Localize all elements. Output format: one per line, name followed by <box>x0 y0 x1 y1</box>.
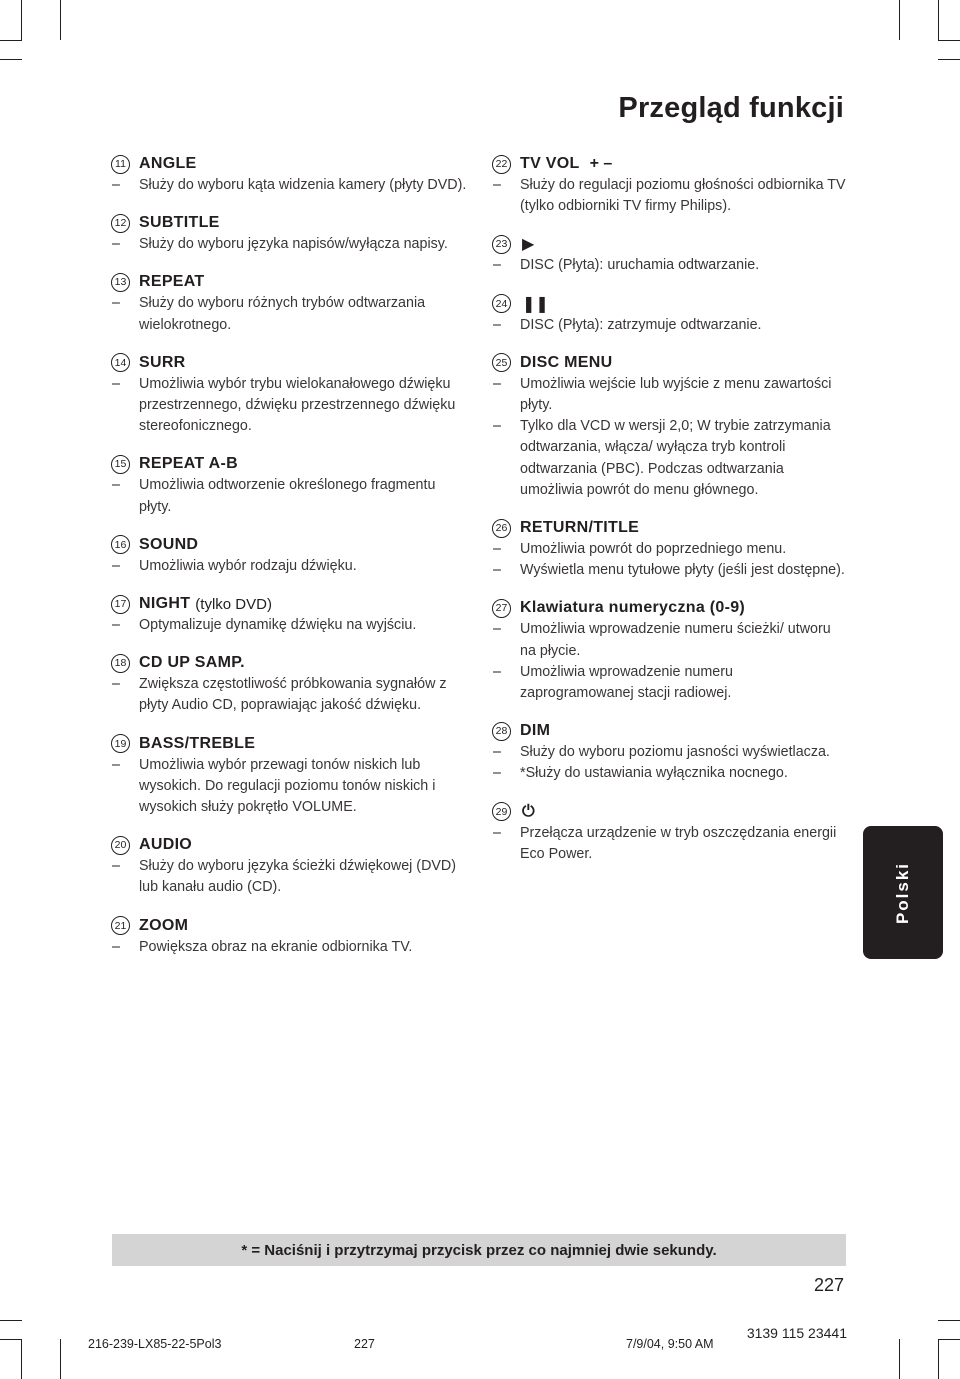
feature-heading <box>111 733 471 755</box>
feature-item <box>492 597 848 704</box>
left-column <box>111 153 471 974</box>
crop-mark <box>938 1339 939 1379</box>
item-number: 18 <box>111 654 130 673</box>
description-list <box>492 742 848 784</box>
feature-item <box>111 834 471 898</box>
feature-label: Klawiatura numeryczna (0-9) <box>520 599 746 617</box>
feature-heading <box>492 720 848 742</box>
feature-label: REPEAT A-B <box>139 455 238 473</box>
crop-mark <box>938 1339 960 1340</box>
item-number: 28 <box>492 722 511 741</box>
description-list <box>111 615 471 636</box>
feature-item <box>111 453 471 517</box>
description-list <box>492 374 848 501</box>
item-number: 24 <box>492 294 511 313</box>
crop-mark <box>0 1320 22 1321</box>
feature-label: CD UP SAMP. <box>139 654 245 672</box>
item-number: 17 <box>111 595 130 614</box>
feature-heading <box>492 801 848 823</box>
description-line: – Umożliwia powrót do poprzedniego menu. <box>492 539 848 560</box>
item-number: 11 <box>111 155 130 174</box>
item-number: 16 <box>111 535 130 554</box>
crop-mark <box>938 1320 960 1321</box>
footer-file: 216-239-LX85-22-5Pol3 <box>88 1337 222 1351</box>
feature-item <box>111 153 471 196</box>
item-number: 12 <box>111 214 130 233</box>
feature-heading <box>111 652 471 674</box>
description-list <box>111 234 471 255</box>
feature-item <box>111 915 471 958</box>
feature-item <box>111 652 471 716</box>
feature-heading <box>111 834 471 856</box>
description-line: – Służy do regulacji poziomu głośności odbiornika TV (tylko odbiorniki TV firmy Philips). <box>492 175 848 217</box>
feature-heading <box>111 212 471 234</box>
description-line: – Umożliwia wejście lub wyjście z menu zawartości płyty. <box>492 374 848 416</box>
crop-mark <box>0 59 22 60</box>
feature-item <box>111 593 471 636</box>
feature-heading <box>111 271 471 293</box>
note-bar: * = Naciśnij i przytrzymaj przycisk przez co najmniej dwie sekundy. <box>112 1234 846 1266</box>
feature-label: TV VOL <box>520 155 580 172</box>
item-number: 25 <box>492 353 511 372</box>
description-line: – Umożliwia wprowadzenie numeru ścieżki/ utworu na płycie. <box>492 619 848 661</box>
feature-item <box>492 153 848 217</box>
feature-heading <box>492 352 848 374</box>
feature-item <box>111 212 471 255</box>
description-line: – DISC (Płyta): zatrzymuje odtwarzanie. <box>492 315 848 336</box>
feature-label: DISC MENU <box>520 353 613 371</box>
item-number: 21 <box>111 916 130 935</box>
item-number: 22 <box>492 155 511 174</box>
description-line: – Służy do wyboru różnych trybów odtwarzania wielokrotnego. <box>111 293 471 335</box>
item-number: 23 <box>492 235 511 254</box>
description-list <box>111 175 471 196</box>
description-line: – Optymalizuje dynamikę dźwięku na wyjściu. <box>111 615 471 636</box>
footer-page: 227 <box>354 1337 375 1351</box>
description-line: – Tylko dla VCD w wersji 2,0; W trybie zatrzymania odtwarzania, włącza/ wyłącza tryb kontroli odtwarzania (PBC). Podczas odtwarzania umożliwia powrót do menu głównego. <box>492 416 848 501</box>
description-list <box>492 823 848 865</box>
footer-date: 7/9/04, 9:50 AM <box>626 1337 714 1351</box>
feature-heading <box>111 453 471 475</box>
description-line: – Służy do wyboru języka ścieżki dźwiękowej (DVD) lub kanału audio (CD). <box>111 856 471 898</box>
item-number: 14 <box>111 353 130 372</box>
crop-mark <box>938 59 960 60</box>
crop-mark <box>899 1339 900 1379</box>
feature-label-suffix: (tylko DVD) <box>195 595 272 613</box>
feature-item <box>111 733 471 819</box>
feature-label: ZOOM <box>139 916 189 934</box>
feature-heading <box>111 534 471 556</box>
footer-code: 3139 115 23441 <box>746 1325 847 1341</box>
description-list <box>111 937 471 958</box>
description-line: – DISC (Płyta): uruchamia odtwarzanie. <box>492 255 848 276</box>
feature-heading <box>111 153 471 175</box>
description-list <box>492 175 848 217</box>
item-number: 19 <box>111 734 130 753</box>
feature-item <box>492 233 848 276</box>
crop-mark <box>938 0 939 40</box>
description-list <box>492 255 848 276</box>
feature-label: REPEAT <box>139 273 205 291</box>
crop-mark <box>0 1339 22 1340</box>
feature-heading <box>492 293 848 315</box>
feature-label: NIGHT <box>139 595 191 613</box>
description-line: – Służy do wyboru kąta widzenia kamery (płyty DVD). <box>111 175 471 196</box>
description-line: – Przełącza urządzenie w tryb oszczędzania energii Eco Power. <box>492 823 848 865</box>
feature-symbol-icon: ❚❚ <box>522 295 549 313</box>
description-line: – *Służy do ustawiania wyłącznika nocnego. <box>492 763 848 784</box>
crop-mark <box>60 1339 61 1379</box>
feature-heading <box>492 517 848 539</box>
description-list <box>111 374 471 438</box>
description-list <box>492 619 848 704</box>
description-list <box>111 856 471 898</box>
feature-label: ANGLE <box>139 155 197 172</box>
feature-item <box>492 517 848 581</box>
feature-item <box>111 271 471 335</box>
feature-symbol-icon: + – <box>589 155 613 172</box>
feature-item <box>492 293 848 336</box>
crop-mark <box>21 1339 22 1379</box>
description-line: – Umożliwia wybór rodzaju dźwięku. <box>111 556 471 577</box>
feature-item <box>492 720 848 784</box>
feature-symbol-icon: ▶ <box>522 236 535 254</box>
crop-mark <box>60 0 61 40</box>
description-list <box>111 475 471 517</box>
item-number: 26 <box>492 519 511 538</box>
feature-heading <box>111 915 471 937</box>
description-list <box>492 315 848 336</box>
feature-label: SURR <box>139 353 186 371</box>
feature-label: RETURN/TITLE <box>520 519 640 537</box>
crop-mark <box>0 40 22 41</box>
description-line: – Umożliwia wybór trybu wielokanałowego dźwięku przestrzennego, dźwięku przestrzennego dźwięku stereofonicznego. <box>111 374 471 438</box>
crop-mark <box>938 40 960 41</box>
feature-label: DIM <box>520 722 551 740</box>
item-number: 27 <box>492 599 511 618</box>
feature-heading <box>492 153 848 175</box>
crop-mark <box>21 0 22 40</box>
feature-heading <box>111 593 471 615</box>
feature-item <box>111 352 471 438</box>
feature-item <box>492 352 848 501</box>
feature-label: SOUND <box>139 535 199 553</box>
description-list <box>111 755 471 819</box>
feature-label: SUBTITLE <box>139 214 220 232</box>
description-line: – Służy do wyboru poziomu jasności wyświetlacza. <box>492 742 848 763</box>
item-number: 15 <box>111 455 130 474</box>
description-list <box>111 674 471 716</box>
language-tab-label: Polski <box>893 861 912 924</box>
description-list <box>111 556 471 577</box>
feature-item <box>111 534 471 577</box>
feature-heading <box>492 597 848 619</box>
item-number: 13 <box>111 273 130 292</box>
description-list <box>492 539 848 581</box>
feature-heading <box>492 233 848 255</box>
description-line: – Powiększa obraz na ekranie odbiornika TV. <box>111 937 471 958</box>
feature-label: AUDIO <box>139 836 193 854</box>
language-tab <box>863 826 943 959</box>
feature-heading <box>111 352 471 374</box>
crop-mark <box>899 0 900 40</box>
feature-item <box>492 801 848 865</box>
page-number: 227 <box>813 1275 844 1295</box>
feature-symbol-icon: ⏻ <box>522 802 535 820</box>
description-line: – Umożliwia wybór przewagi tonów niskich lub wysokich. Do regulacji poziomu tonów niskich i wysokich służy pokrętło VOLUME. <box>111 755 471 819</box>
item-number: 29 <box>492 802 511 821</box>
description-line: – Zwiększa częstotliwość próbkowania sygnałów z płyty Audio CD, poprawiając jakość dźwięku. <box>111 674 471 716</box>
description-line: – Umożliwia wprowadzenie numeru zaprogramowanej stacji radiowej. <box>492 662 848 704</box>
description-list <box>111 293 471 335</box>
page-title: Przegląd funkcji <box>618 92 844 124</box>
feature-label: BASS/TREBLE <box>139 734 256 752</box>
right-column <box>492 153 848 881</box>
item-number: 20 <box>111 836 130 855</box>
description-line: – Wyświetla menu tytułowe płyty (jeśli jest dostępne). <box>492 560 848 581</box>
description-line: – Służy do wyboru języka napisów/wyłącza napisy. <box>111 234 471 255</box>
description-line: – Umożliwia odtworzenie określonego fragmentu płyty. <box>111 475 471 517</box>
